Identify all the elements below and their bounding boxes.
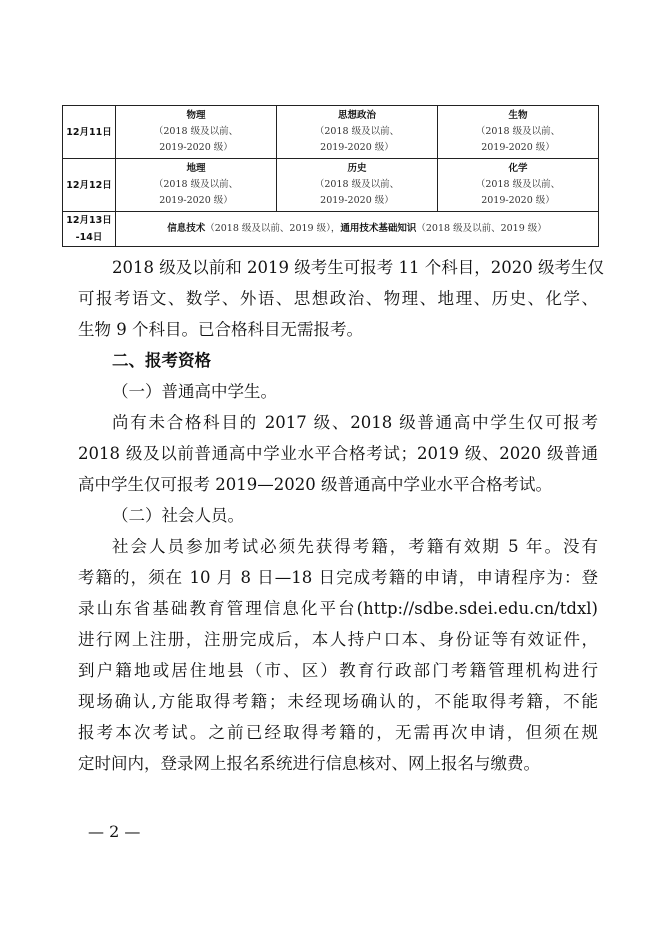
note: 2019-2020 级） bbox=[320, 195, 394, 206]
subject: 生物 bbox=[508, 110, 528, 121]
text-line: 考籍的，须在 10 月 8 日—18 日完成考籍的申请，申请程序为：登 bbox=[78, 568, 598, 587]
subject: 思想政治 bbox=[337, 110, 376, 121]
date-cell: 12月12日 bbox=[63, 159, 116, 212]
note: （2018 级及以前、2019 级） bbox=[416, 223, 547, 234]
subject-cell bbox=[116, 159, 277, 212]
text-line: 尚有未合格科目的 2017 级、2018 级普通高中学生仅可报考 bbox=[112, 413, 598, 432]
subject-cell bbox=[437, 159, 598, 212]
date-cell: 12月11日 bbox=[63, 106, 116, 159]
note: （2018 级及以前、 bbox=[153, 126, 239, 137]
table-row bbox=[63, 159, 599, 212]
note: 2019-2020 级） bbox=[481, 142, 555, 153]
text-line: 2018 级及以前普通高中学业水平合格考试；2019 级、2020 级普通 bbox=[78, 444, 598, 463]
note: （2018 级及以前、 bbox=[153, 179, 239, 190]
text-line: 高中学生仅可报考 2019—2020 级普通高中学业水平合格考试。 bbox=[78, 475, 552, 494]
note: 2019-2020 级） bbox=[159, 142, 233, 153]
subject: 信息技术 bbox=[167, 223, 206, 234]
text-line: 到户籍地或居住地县（市、区）教育行政部门考籍管理机构进行 bbox=[78, 661, 598, 680]
text-line: 生物 9 个科目。已合格科目无需报考。 bbox=[78, 320, 363, 339]
text-line: 录山东省基础教育管理信息化平台(http://sdbe.sdei.edu.cn/tdxl) bbox=[78, 599, 598, 618]
subject-cell bbox=[437, 106, 598, 159]
subject-cell bbox=[116, 106, 277, 159]
date-line: 12月13日 bbox=[66, 215, 112, 226]
note: （2018 级及以前、 bbox=[314, 126, 400, 137]
exam-schedule-table bbox=[62, 105, 599, 247]
note: （2018 级及以前、2019 级）， bbox=[205, 223, 341, 234]
section-heading: 二、报考资格 bbox=[112, 351, 211, 370]
text-line: 报考本次考试。之前已经取得考籍的，无需再次申请，但须在规 bbox=[78, 723, 598, 742]
text-line: 2018 级及以前和 2019 级考生可报考 11 个科目，2020 级考生仅 bbox=[112, 258, 604, 277]
text-line: 进行网上注册，注册完成后，本人持户口本、身份证等有效证件， bbox=[78, 630, 598, 649]
date-line: -14日 bbox=[75, 232, 103, 243]
subject: 物理 bbox=[186, 110, 206, 121]
subsection-heading: （一）普通高中学生。 bbox=[112, 382, 277, 401]
subject-cell bbox=[276, 106, 437, 159]
text-line: 可报考语文、数学、外语、思想政治、物理、地理、历史、化学、 bbox=[78, 289, 598, 308]
page-number: — 2 — bbox=[88, 822, 141, 841]
text-line: 定时间内，登录网上报名系统进行信息核对、网上报名与缴费。 bbox=[78, 754, 540, 773]
note: （2018 级及以前、 bbox=[314, 179, 400, 190]
subject-cell bbox=[116, 212, 599, 247]
subject: 化学 bbox=[508, 163, 528, 174]
date-cell bbox=[63, 212, 116, 247]
subject: 地理 bbox=[186, 163, 206, 174]
note: 2019-2020 级） bbox=[159, 195, 233, 206]
subject-cell bbox=[276, 159, 437, 212]
table-row bbox=[63, 212, 599, 247]
table-row bbox=[63, 106, 599, 159]
subject: 历史 bbox=[347, 163, 367, 174]
note: （2018 级及以前、 bbox=[475, 179, 561, 190]
text-line: 社会人员参加考试必须先获得考籍，考籍有效期 5 年。没有 bbox=[112, 537, 598, 556]
subject: 通用技术基础知识 bbox=[340, 223, 417, 234]
note: 2019-2020 级） bbox=[320, 142, 394, 153]
note: 2019-2020 级） bbox=[481, 195, 555, 206]
subsection-heading: （二）社会人员。 bbox=[112, 506, 244, 525]
text-line: 现场确认,方能取得考籍；未经现场确认的，不能取得考籍，不能 bbox=[78, 692, 598, 711]
body-text bbox=[78, 252, 604, 779]
note: （2018 级及以前、 bbox=[475, 126, 561, 137]
